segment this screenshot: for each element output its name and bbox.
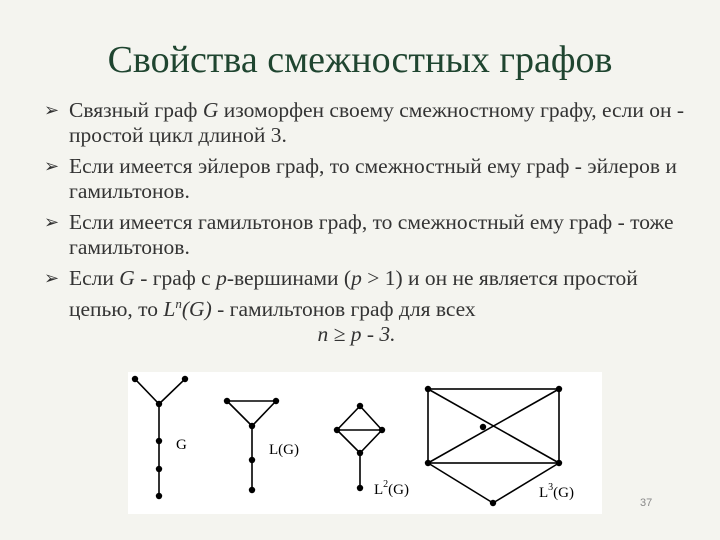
- bullet-text: p: [216, 266, 227, 290]
- bullet-item: [44, 98, 684, 148]
- page-number: 37: [640, 497, 653, 509]
- bullet-text: Если: [69, 266, 120, 290]
- graph-drawings: [128, 372, 602, 514]
- bullet-list: [44, 98, 684, 353]
- bullet-text: p: [351, 266, 362, 290]
- label-g: G: [176, 437, 187, 453]
- label-l2: $L^2(G)$: [374, 479, 409, 498]
- bullet-text: - граф с: [134, 266, 217, 290]
- bullet-text: L: [163, 297, 176, 322]
- graph-l2: [337, 406, 382, 488]
- arrow-bullet-icon: ➢: [44, 156, 60, 177]
- bullet-text: - гамильтонов граф для всех: [211, 297, 476, 322]
- bullet-text: G: [202, 98, 219, 122]
- graph-figure: [128, 372, 602, 514]
- label-l3: $L^3(G)$: [539, 482, 574, 501]
- bullet-item: [44, 210, 684, 260]
- arrow-bullet-icon: ➢: [44, 100, 60, 121]
- bullet-item: [44, 266, 684, 347]
- slide-title: Свойства смежностных графов: [107, 39, 613, 81]
- bullet-text: Связный граф: [69, 98, 203, 122]
- bullet-text: Если имеется эйлеров граф, то смежностный ему граф - эйлеров и гамильтонов.: [69, 154, 677, 203]
- bullet-text: Если имеется гамильтонов граф, то смежностный ему граф - тоже гамильтонов.: [69, 210, 674, 259]
- arrow-bullet-icon: ➢: [44, 268, 60, 289]
- bullet-text: (G): [181, 297, 212, 322]
- label-lg: L(G): [269, 442, 299, 458]
- bullet-text: n: [175, 296, 182, 311]
- bullet-text: n ≥ p - 3.: [317, 322, 396, 347]
- bullet-text: G: [119, 266, 135, 290]
- bullet-text: -вершинами (: [226, 266, 352, 290]
- bullet-text: изоморфен своему смежностному графу, если он - простой цикл длиной 3.: [69, 98, 684, 147]
- arrow-bullet-icon: ➢: [44, 212, 60, 233]
- bullet-item: [44, 154, 684, 204]
- bullet-text: > 1) и он не является простой цепью, то: [69, 266, 638, 322]
